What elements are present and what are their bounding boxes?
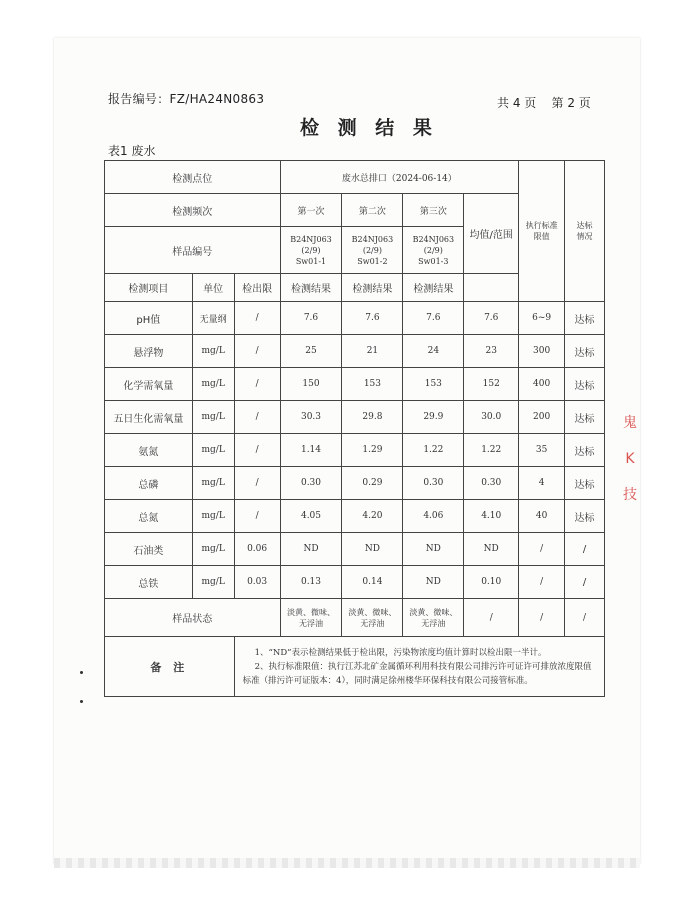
cell-item: 总铁 <box>105 566 193 599</box>
cell-unit: mg/L <box>192 566 234 599</box>
state-2: 淡黄、微味、 无浮油 <box>342 599 403 637</box>
table-row <box>105 302 605 335</box>
cell-result-2: 0.14 <box>342 566 403 599</box>
avg-label: 均值/范围 <box>464 194 519 274</box>
report-number-value: FZ/HA24N0863 <box>169 92 265 106</box>
cell-result-2: 21 <box>342 335 403 368</box>
paper-edge <box>54 858 640 868</box>
cell-result-2: 29.8 <box>342 401 403 434</box>
results-table <box>104 160 605 697</box>
cell-average: 30.0 <box>464 401 519 434</box>
cell-average: 152 <box>464 368 519 401</box>
cell-result-1: 4.05 <box>280 500 342 533</box>
cell-detect-limit: 0.03 <box>234 566 280 599</box>
cell-item: 悬浮物 <box>105 335 193 368</box>
cell-result-3: 4.06 <box>403 500 464 533</box>
state-std: / <box>519 599 565 637</box>
note-text <box>234 637 604 697</box>
freq-2: 第二次 <box>342 194 403 227</box>
freq-label: 检测频次 <box>105 194 281 227</box>
cell-standard: 35 <box>519 434 565 467</box>
status-label: 达标 情况 <box>565 161 605 302</box>
col-result-2: 检测结果 <box>342 274 403 302</box>
sample-1: B24NJ063 (2/9) Sw01-1 <box>280 227 342 274</box>
freq-1: 第一次 <box>280 194 342 227</box>
point-label: 检测点位 <box>105 161 281 194</box>
cell-item: 总磷 <box>105 467 193 500</box>
cell-result-3: 0.30 <box>403 467 464 500</box>
table-row <box>105 368 605 401</box>
cell-result-2: 0.29 <box>342 467 403 500</box>
cell-unit: mg/L <box>192 434 234 467</box>
cell-standard: 40 <box>519 500 565 533</box>
cell-status: 达标 <box>565 401 605 434</box>
cell-detect-limit: 0.06 <box>234 533 280 566</box>
cell-status: / <box>565 566 605 599</box>
cell-standard: 6~9 <box>519 302 565 335</box>
report-number-label: 报告编号： <box>108 92 170 106</box>
cell-item: 总氮 <box>105 500 193 533</box>
table-row <box>105 566 605 599</box>
cell-detect-limit: / <box>234 434 280 467</box>
col-avg-blank <box>464 274 519 302</box>
table-row <box>105 533 605 566</box>
table-row <box>105 434 605 467</box>
cell-status: / <box>565 533 605 566</box>
cell-status: 达标 <box>565 500 605 533</box>
point-value: 废水总排口（2024-06-14） <box>280 161 519 194</box>
seal-stamp: 鬼 K 技 <box>623 415 637 503</box>
state-avg: / <box>464 599 519 637</box>
cell-status: 达标 <box>565 335 605 368</box>
cell-result-1: 25 <box>280 335 342 368</box>
state-ok: / <box>565 599 605 637</box>
document-title: 检 测 结 果 <box>300 117 438 139</box>
cell-unit: mg/L <box>192 335 234 368</box>
cell-result-3: ND <box>403 533 464 566</box>
note-2: 2、执行标准限值：执行江苏北矿金属循环利用科技有限公司排污许可证许可排放浓度限值标准（排污许可证版本：4），同时满足徐州楼华环保科技有限公司接管标准。 <box>242 661 592 686</box>
cell-standard: 400 <box>519 368 565 401</box>
cell-result-2: 1.29 <box>342 434 403 467</box>
punch-dot <box>80 671 83 674</box>
cell-detect-limit: / <box>234 467 280 500</box>
cell-item: 五日生化需氧量 <box>105 401 193 434</box>
cell-item: 化学需氧量 <box>105 368 193 401</box>
cell-result-1: 7.6 <box>280 302 342 335</box>
cell-result-3: 29.9 <box>403 401 464 434</box>
cell-standard: 300 <box>519 335 565 368</box>
cell-item: 氨氮 <box>105 434 193 467</box>
state-3: 淡黄、微味、 无浮油 <box>403 599 464 637</box>
cell-result-2: 4.20 <box>342 500 403 533</box>
cell-average: 4.10 <box>464 500 519 533</box>
note-label: 备 注 <box>105 637 235 697</box>
cell-status: 达标 <box>565 302 605 335</box>
table-row <box>105 500 605 533</box>
cell-detect-limit: / <box>234 500 280 533</box>
state-1: 淡黄、微味、 无浮油 <box>280 599 342 637</box>
table-row <box>105 335 605 368</box>
cell-result-3: 7.6 <box>403 302 464 335</box>
cell-average: 1.22 <box>464 434 519 467</box>
cell-unit: mg/L <box>192 467 234 500</box>
cell-standard: / <box>519 533 565 566</box>
sample-3: B24NJ063 (2/9) Sw01-3 <box>403 227 464 274</box>
cell-status: 达标 <box>565 368 605 401</box>
cell-average: 7.6 <box>464 302 519 335</box>
cell-result-2: 153 <box>342 368 403 401</box>
table-row <box>105 467 605 500</box>
punch-dot <box>80 700 83 703</box>
freq-3: 第三次 <box>403 194 464 227</box>
cell-item: pH值 <box>105 302 193 335</box>
cell-result-1: 0.30 <box>280 467 342 500</box>
sample-state-row <box>105 599 605 637</box>
cell-average: 0.30 <box>464 467 519 500</box>
cell-result-1: 30.3 <box>280 401 342 434</box>
cell-detect-limit: / <box>234 335 280 368</box>
table-caption: 表1 废水 <box>108 144 156 158</box>
cell-result-2: 7.6 <box>342 302 403 335</box>
page-info: 共 4 页 第 2 页 <box>497 96 591 110</box>
table-row <box>105 401 605 434</box>
note-1: 1、“ND”表示检测结果低于检出限，污染物浓度均值计算时以检出限一半计。 <box>254 647 547 658</box>
report-number <box>108 90 264 107</box>
cell-result-3: 1.22 <box>403 434 464 467</box>
cell-status: 达标 <box>565 467 605 500</box>
cell-standard: / <box>519 566 565 599</box>
cell-status: 达标 <box>565 434 605 467</box>
sample-label: 样品编号 <box>105 227 281 274</box>
col-limit: 检出限 <box>234 274 280 302</box>
cell-unit: mg/L <box>192 368 234 401</box>
cell-result-1: ND <box>280 533 342 566</box>
col-result-3: 检测结果 <box>403 274 464 302</box>
cell-unit: mg/L <box>192 533 234 566</box>
cell-detect-limit: / <box>234 401 280 434</box>
cell-average: ND <box>464 533 519 566</box>
cell-standard: 200 <box>519 401 565 434</box>
sample-2: B24NJ063 (2/9) Sw01-2 <box>342 227 403 274</box>
cell-result-1: 0.13 <box>280 566 342 599</box>
col-item: 检测项目 <box>105 274 193 302</box>
cell-standard: 4 <box>519 467 565 500</box>
cell-average: 0.10 <box>464 566 519 599</box>
cell-unit: mg/L <box>192 401 234 434</box>
cell-result-1: 1.14 <box>280 434 342 467</box>
state-label: 样品状态 <box>105 599 281 637</box>
cell-result-3: 153 <box>403 368 464 401</box>
cell-item: 石油类 <box>105 533 193 566</box>
cell-detect-limit: / <box>234 368 280 401</box>
col-unit: 单位 <box>192 274 234 302</box>
cell-result-3: 24 <box>403 335 464 368</box>
cell-result-2: ND <box>342 533 403 566</box>
notes-row <box>105 637 605 697</box>
cell-result-3: ND <box>403 566 464 599</box>
cell-average: 23 <box>464 335 519 368</box>
cell-unit: 无量纲 <box>192 302 234 335</box>
col-result-1: 检测结果 <box>280 274 342 302</box>
std-label: 执行标准 限值 <box>519 161 565 302</box>
cell-unit: mg/L <box>192 500 234 533</box>
cell-result-1: 150 <box>280 368 342 401</box>
cell-detect-limit: / <box>234 302 280 335</box>
